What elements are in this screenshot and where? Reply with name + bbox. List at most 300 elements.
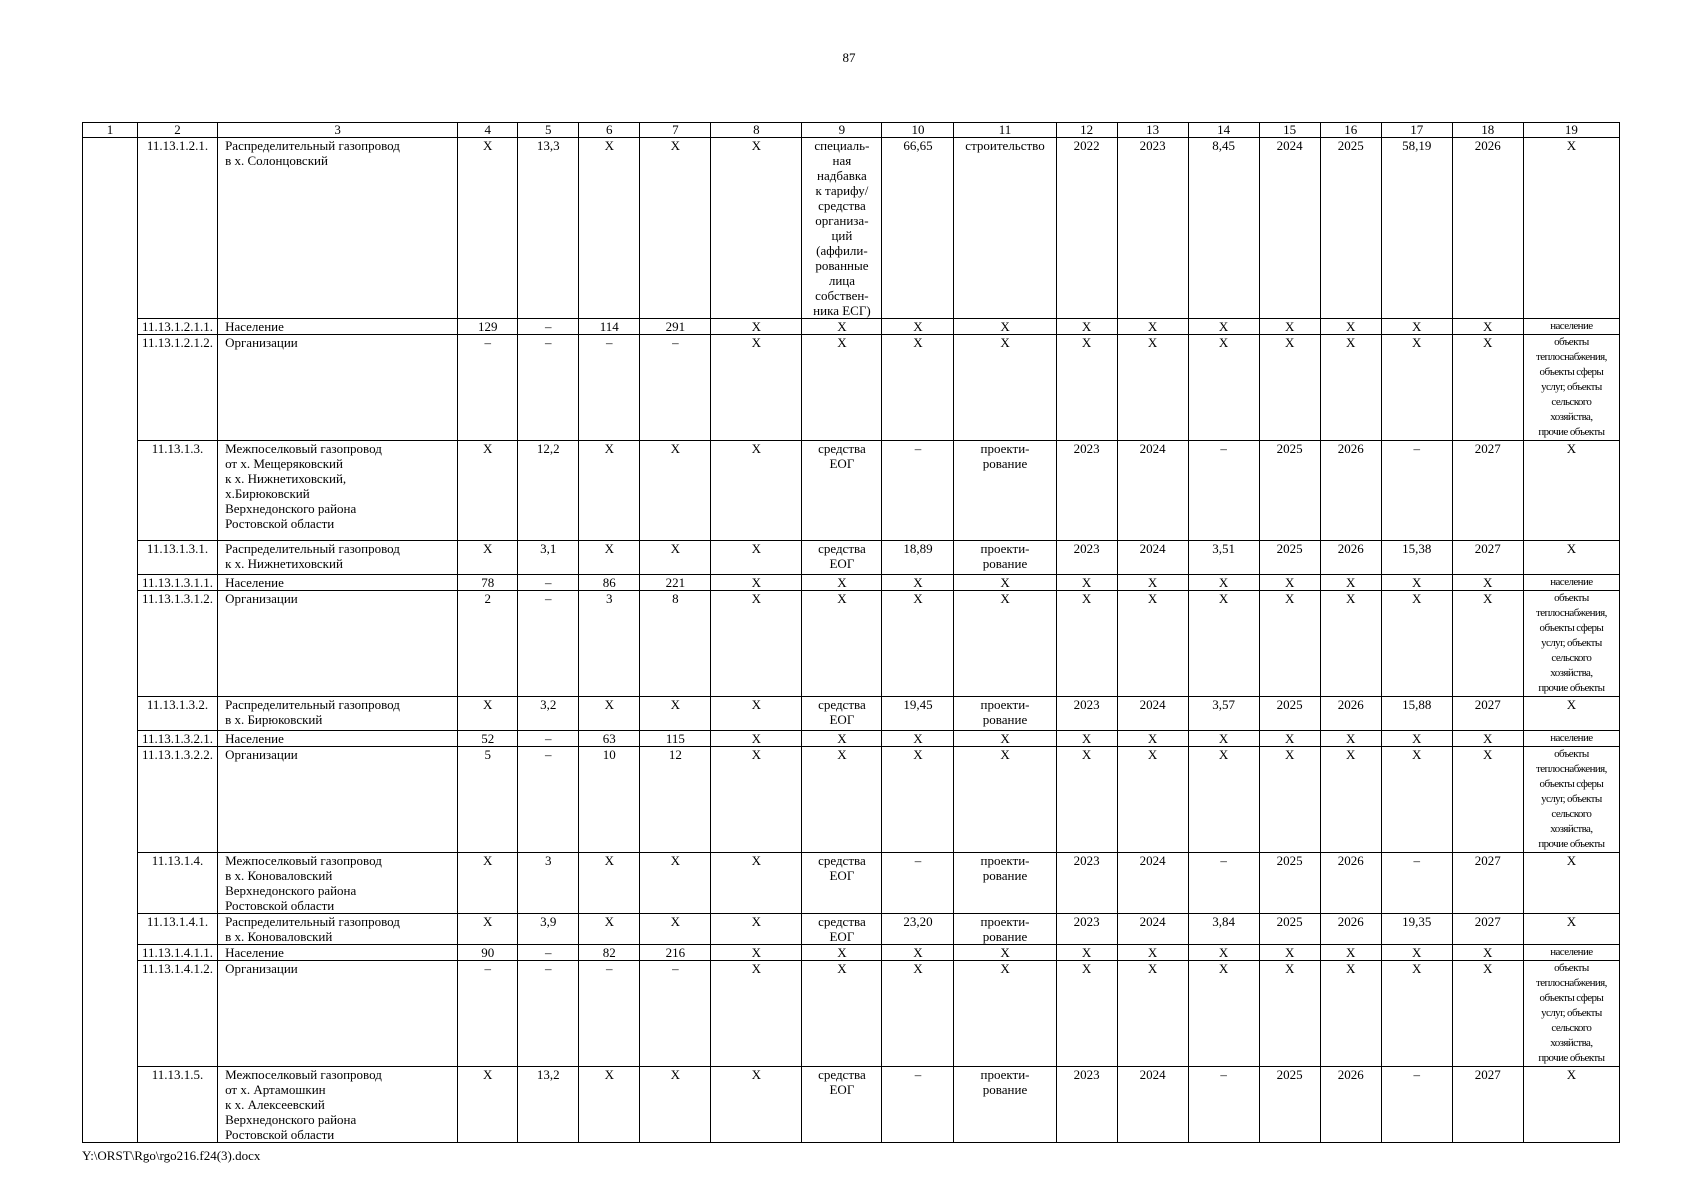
- cell-c15: Х: [1259, 575, 1320, 591]
- cell-c15: Х: [1259, 319, 1320, 335]
- cell-c7: 221: [640, 575, 711, 591]
- header-row: [83, 123, 1620, 138]
- cell-c9: средства ЕОГ: [802, 697, 882, 731]
- cell-c17: Х: [1381, 319, 1452, 335]
- column-number-1: 1: [83, 123, 138, 138]
- cell-c5: –: [518, 731, 579, 747]
- cell-c11: Х: [954, 319, 1056, 335]
- cell-c6: 10: [579, 747, 640, 853]
- cell-c17: 58,19: [1381, 138, 1452, 319]
- cell-c4: 2: [458, 591, 518, 697]
- cell-c12: Х: [1056, 945, 1117, 961]
- cell-c5: –: [518, 335, 579, 441]
- cell-c11: Х: [954, 747, 1056, 853]
- cell-c13: Х: [1117, 945, 1188, 961]
- column-number-3: 3: [218, 123, 458, 138]
- cell-c12: 2023: [1056, 541, 1117, 575]
- cell-c5: –: [518, 961, 579, 1067]
- cell-c6: 114: [579, 319, 640, 335]
- cell-c15: 2025: [1259, 441, 1320, 541]
- cell-c4: 129: [458, 319, 518, 335]
- cell-c12: Х: [1056, 335, 1117, 441]
- cell-c8: Х: [711, 914, 802, 945]
- cell-c10: –: [882, 1067, 954, 1143]
- cell-c7: –: [640, 335, 711, 441]
- cell-c7: Х: [640, 853, 711, 914]
- cell-c18: Х: [1452, 961, 1523, 1067]
- cell-c13: 2024: [1117, 541, 1188, 575]
- cell-c13: 2024: [1117, 914, 1188, 945]
- cell-c9: Х: [802, 575, 882, 591]
- data-table: [82, 122, 1620, 1143]
- cell-code: 11.13.1.3.2.: [138, 697, 218, 731]
- cell-code: 11.13.1.3.1.2.: [138, 591, 218, 697]
- cell-c19: население: [1523, 731, 1619, 747]
- cell-c7: Х: [640, 138, 711, 319]
- cell-c17: Х: [1381, 591, 1452, 697]
- cell-c12: Х: [1056, 319, 1117, 335]
- cell-c12: 2023: [1056, 853, 1117, 914]
- cell-c8: Х: [711, 575, 802, 591]
- cell-c4: 52: [458, 731, 518, 747]
- cell-c6: –: [579, 961, 640, 1067]
- cell-c19: объекты теплоснабжения, объекты сферы услуг, объекты сельского хозяйства, прочие объекты: [1523, 335, 1619, 441]
- cell-c19: население: [1523, 575, 1619, 591]
- cell-c14: Х: [1188, 961, 1259, 1067]
- cell-c7: Х: [640, 541, 711, 575]
- cell-c8: Х: [711, 1067, 802, 1143]
- cell-code: 11.13.1.2.1.2.: [138, 335, 218, 441]
- table-row: [83, 1067, 1620, 1143]
- cell-c4: Х: [458, 853, 518, 914]
- cell-c16: Х: [1320, 319, 1381, 335]
- cell-c9: специаль- ная надбавка к тарифу/ средства организа- ций (аффили- рованные лица собствен- ника ЕСГ): [802, 138, 882, 319]
- cell-c17: Х: [1381, 961, 1452, 1067]
- cell-c7: Х: [640, 914, 711, 945]
- cell-c14: Х: [1188, 335, 1259, 441]
- cell-c7: –: [640, 961, 711, 1067]
- cell-name: Население: [218, 731, 458, 747]
- cell-c18: Х: [1452, 591, 1523, 697]
- cell-code: 11.13.1.3.1.1.: [138, 575, 218, 591]
- table-row: [83, 747, 1620, 853]
- cell-code: 11.13.1.4.1.1.: [138, 945, 218, 961]
- table-row: [83, 575, 1620, 591]
- column-number-15: 15: [1259, 123, 1320, 138]
- cell-c18: Х: [1452, 575, 1523, 591]
- cell-c6: Х: [579, 914, 640, 945]
- cell-c7: Х: [640, 697, 711, 731]
- cell-c13: Х: [1117, 319, 1188, 335]
- cell-c11: Х: [954, 945, 1056, 961]
- cell-c5: –: [518, 575, 579, 591]
- cell-c16: Х: [1320, 575, 1381, 591]
- cell-c8: Х: [711, 335, 802, 441]
- cell-c6: Х: [579, 441, 640, 541]
- cell-name: Распределительный газопровод в х. Коноваловский: [218, 914, 458, 945]
- cell-name: Население: [218, 945, 458, 961]
- cell-c7: 115: [640, 731, 711, 747]
- cell-c9: Х: [802, 319, 882, 335]
- page-number: 87: [842, 50, 856, 65]
- cell-c10: Х: [882, 731, 954, 747]
- cell-c8: Х: [711, 591, 802, 697]
- cell-c10: 18,89: [882, 541, 954, 575]
- column-number-16: 16: [1320, 123, 1381, 138]
- cell-c9: средства ЕОГ: [802, 914, 882, 945]
- cell-c10: 19,45: [882, 697, 954, 731]
- cell-c18: 2027: [1452, 1067, 1523, 1143]
- cell-c15: Х: [1259, 731, 1320, 747]
- cell-c15: Х: [1259, 335, 1320, 441]
- cell-c14: Х: [1188, 747, 1259, 853]
- cell-c18: 2026: [1452, 138, 1523, 319]
- cell-c8: Х: [711, 961, 802, 1067]
- cell-c15: 2025: [1259, 914, 1320, 945]
- cell-name: Межпоселковый газопровод от х. Артамошкин к х. Алексеевский Верхнедонского района Ростовской области: [218, 1067, 458, 1143]
- cell-c16: Х: [1320, 961, 1381, 1067]
- cell-c18: Х: [1452, 335, 1523, 441]
- cell-name: Население: [218, 319, 458, 335]
- column-number-19: 19: [1523, 123, 1619, 138]
- cell-c12: Х: [1056, 575, 1117, 591]
- cell-c15: Х: [1259, 747, 1320, 853]
- cell-code: 11.13.1.2.1.1.: [138, 319, 218, 335]
- cell-c8: Х: [711, 853, 802, 914]
- cell-name: Межпоселковый газопровод в х. Коноваловский Верхнедонского района Ростовской области: [218, 853, 458, 914]
- cell-c11: Х: [954, 961, 1056, 1067]
- cell-c10: Х: [882, 961, 954, 1067]
- cell-c13: 2023: [1117, 138, 1188, 319]
- cell-c13: 2024: [1117, 441, 1188, 541]
- cell-c8: Х: [711, 747, 802, 853]
- cell-c6: 82: [579, 945, 640, 961]
- cell-c14: 8,45: [1188, 138, 1259, 319]
- cell-c16: Х: [1320, 945, 1381, 961]
- cell-c5: –: [518, 591, 579, 697]
- cell-c8: Х: [711, 541, 802, 575]
- cell-c12: Х: [1056, 747, 1117, 853]
- cell-c14: 3,51: [1188, 541, 1259, 575]
- cell-c8: Х: [711, 945, 802, 961]
- cell-c8: Х: [711, 319, 802, 335]
- cell-c7: 216: [640, 945, 711, 961]
- cell-c19: Х: [1523, 138, 1619, 319]
- cell-c17: –: [1381, 1067, 1452, 1143]
- cell-c18: 2027: [1452, 541, 1523, 575]
- cell-code: 11.13.1.4.1.: [138, 914, 218, 945]
- cell-c10: 23,20: [882, 914, 954, 945]
- cell-name: Население: [218, 575, 458, 591]
- cell-c11: проекти- рование: [954, 697, 1056, 731]
- cell-c15: 2024: [1259, 138, 1320, 319]
- cell-c19: население: [1523, 945, 1619, 961]
- cell-c13: Х: [1117, 747, 1188, 853]
- cell-c10: Х: [882, 945, 954, 961]
- cell-c16: 2026: [1320, 441, 1381, 541]
- cell-c19: Х: [1523, 441, 1619, 541]
- cell-code: 11.13.1.2.1.: [138, 138, 218, 319]
- cell-code: 11.13.1.3.: [138, 441, 218, 541]
- cell-c12: 2023: [1056, 697, 1117, 731]
- cell-c11: строительство: [954, 138, 1056, 319]
- cell-c9: средства ЕОГ: [802, 853, 882, 914]
- cell-c6: Х: [579, 697, 640, 731]
- cell-c11: проекти- рование: [954, 441, 1056, 541]
- cell-c8: Х: [711, 697, 802, 731]
- column-number-17: 17: [1381, 123, 1452, 138]
- cell-c5: 13,2: [518, 1067, 579, 1143]
- cell-c12: 2023: [1056, 914, 1117, 945]
- column-number-14: 14: [1188, 123, 1259, 138]
- cell-c10: Х: [882, 575, 954, 591]
- cell-c19: население: [1523, 319, 1619, 335]
- cell-c14: Х: [1188, 731, 1259, 747]
- cell-c10: –: [882, 853, 954, 914]
- cell-c10: Х: [882, 335, 954, 441]
- cell-c5: 3,9: [518, 914, 579, 945]
- cell-c18: Х: [1452, 747, 1523, 853]
- cell-c6: Х: [579, 853, 640, 914]
- cell-c9: Х: [802, 747, 882, 853]
- table-row: [83, 853, 1620, 914]
- cell-name: Распределительный газопровод в х. Солонцовский: [218, 138, 458, 319]
- cell-c11: Х: [954, 731, 1056, 747]
- cell-c17: –: [1381, 441, 1452, 541]
- cell-c12: 2023: [1056, 1067, 1117, 1143]
- cell-name: Межпоселковый газопровод от х. Мещеряковский к х. Нижнетиховский, х.Бирюковский Верхнедонского района Ростовской области: [218, 441, 458, 541]
- table-row: [83, 335, 1620, 441]
- cell-c9: Х: [802, 335, 882, 441]
- cell-c5: –: [518, 319, 579, 335]
- cell-c8: Х: [711, 138, 802, 319]
- cell-c15: Х: [1259, 945, 1320, 961]
- footer-file-path: Y:\ORST\Rgo\rgo216.f24(3).docx: [82, 1148, 261, 1163]
- cell-c16: 2026: [1320, 541, 1381, 575]
- column-number-9: 9: [802, 123, 882, 138]
- cell-c5: 3,1: [518, 541, 579, 575]
- cell-c11: Х: [954, 335, 1056, 441]
- cell-c7: 12: [640, 747, 711, 853]
- cell-c14: –: [1188, 441, 1259, 541]
- cell-c18: Х: [1452, 731, 1523, 747]
- cell-code: 11.13.1.3.1.: [138, 541, 218, 575]
- column-number-2: 2: [138, 123, 218, 138]
- cell-c13: Х: [1117, 961, 1188, 1067]
- cell-c12: Х: [1056, 731, 1117, 747]
- cell-c6: Х: [579, 1067, 640, 1143]
- cell-c14: Х: [1188, 591, 1259, 697]
- table-row: [83, 945, 1620, 961]
- cell-c17: Х: [1381, 575, 1452, 591]
- cell-c16: 2026: [1320, 914, 1381, 945]
- cell-c5: –: [518, 945, 579, 961]
- cell-c14: –: [1188, 853, 1259, 914]
- column-number-13: 13: [1117, 123, 1188, 138]
- cell-c5: –: [518, 747, 579, 853]
- cell-c17: –: [1381, 853, 1452, 914]
- cell-c19: объекты теплоснабжения, объекты сферы услуг, объекты сельского хозяйства, прочие объекты: [1523, 591, 1619, 697]
- cell-c18: Х: [1452, 319, 1523, 335]
- cell-c12: 2023: [1056, 441, 1117, 541]
- cell-c17: Х: [1381, 945, 1452, 961]
- cell-c14: Х: [1188, 575, 1259, 591]
- column-number-18: 18: [1452, 123, 1523, 138]
- cell-c8: Х: [711, 731, 802, 747]
- cell-c14: Х: [1188, 945, 1259, 961]
- cell-c4: Х: [458, 1067, 518, 1143]
- cell-c15: 2025: [1259, 697, 1320, 731]
- cell-c6: 3: [579, 591, 640, 697]
- cell-c16: Х: [1320, 591, 1381, 697]
- cell-c16: 2026: [1320, 697, 1381, 731]
- cell-c17: 19,35: [1381, 914, 1452, 945]
- cell-c17: 15,88: [1381, 697, 1452, 731]
- cell-c13: Х: [1117, 731, 1188, 747]
- cell-c9: средства ЕОГ: [802, 1067, 882, 1143]
- cell-c7: Х: [640, 1067, 711, 1143]
- cell-c7: 8: [640, 591, 711, 697]
- cell-c19: Х: [1523, 697, 1619, 731]
- cell-c13: 2024: [1117, 1067, 1188, 1143]
- cell-c16: 2026: [1320, 1067, 1381, 1143]
- table-row: [83, 441, 1620, 541]
- cell-c19: объекты теплоснабжения, объекты сферы услуг, объекты сельского хозяйства, прочие объекты: [1523, 961, 1619, 1067]
- cell-c6: Х: [579, 541, 640, 575]
- cell-c8: Х: [711, 441, 802, 541]
- table-row: [83, 731, 1620, 747]
- cell-c14: Х: [1188, 319, 1259, 335]
- cell-c13: 2024: [1117, 853, 1188, 914]
- column-number-5: 5: [518, 123, 579, 138]
- cell-c10: Х: [882, 747, 954, 853]
- cell-c4: Х: [458, 541, 518, 575]
- cell-c16: Х: [1320, 731, 1381, 747]
- cell-c9: средства ЕОГ: [802, 541, 882, 575]
- column-number-4: 4: [458, 123, 518, 138]
- cell-c11: проекти- рование: [954, 541, 1056, 575]
- cell-c9: Х: [802, 591, 882, 697]
- cell-c14: 3,84: [1188, 914, 1259, 945]
- cell-c10: 66,65: [882, 138, 954, 319]
- column-number-6: 6: [579, 123, 640, 138]
- cell-c4: Х: [458, 138, 518, 319]
- cell-c10: –: [882, 441, 954, 541]
- cell-c18: 2027: [1452, 697, 1523, 731]
- table-row: [83, 138, 1620, 319]
- cell-c9: Х: [802, 961, 882, 1067]
- cell-c6: –: [579, 335, 640, 441]
- column-number-8: 8: [711, 123, 802, 138]
- cell-c15: Х: [1259, 591, 1320, 697]
- cell-c6: Х: [579, 138, 640, 319]
- cell-c9: Х: [802, 731, 882, 747]
- cell-name: Организации: [218, 335, 458, 441]
- cell-c12: 2022: [1056, 138, 1117, 319]
- cell-c19: Х: [1523, 1067, 1619, 1143]
- cell-c7: Х: [640, 441, 711, 541]
- cell-c14: –: [1188, 1067, 1259, 1143]
- cell-name: Распределительный газопровод в х. Бирюковский: [218, 697, 458, 731]
- cell-c15: 2025: [1259, 541, 1320, 575]
- cell-c17: Х: [1381, 747, 1452, 853]
- cell-c11: проекти- рование: [954, 914, 1056, 945]
- cell-code: 11.13.1.4.: [138, 853, 218, 914]
- cell-name: Организации: [218, 591, 458, 697]
- cell-c10: Х: [882, 319, 954, 335]
- cell-c19: Х: [1523, 853, 1619, 914]
- cell-c11: проекти- рование: [954, 1067, 1056, 1143]
- cell-c12: Х: [1056, 591, 1117, 697]
- cell-c4: 90: [458, 945, 518, 961]
- cell-c4: –: [458, 961, 518, 1067]
- cell-c4: 5: [458, 747, 518, 853]
- cell-c4: 78: [458, 575, 518, 591]
- cell-c11: проекти- рование: [954, 853, 1056, 914]
- cell-c12: Х: [1056, 961, 1117, 1067]
- cell-c13: Х: [1117, 591, 1188, 697]
- cell-c17: Х: [1381, 731, 1452, 747]
- cell-c15: 2025: [1259, 1067, 1320, 1143]
- cell-c13: Х: [1117, 335, 1188, 441]
- cell-c16: Х: [1320, 335, 1381, 441]
- cell-c19: объекты теплоснабжения, объекты сферы услуг, объекты сельского хозяйства, прочие объекты: [1523, 747, 1619, 853]
- cell-c9: средства ЕОГ: [802, 441, 882, 541]
- cell-c5: 12,2: [518, 441, 579, 541]
- cell-c5: 3: [518, 853, 579, 914]
- table-row: [83, 541, 1620, 575]
- cell-c13: Х: [1117, 575, 1188, 591]
- cell-c18: 2027: [1452, 441, 1523, 541]
- cell-c5: 13,3: [518, 138, 579, 319]
- cell-code: 11.13.1.3.2.2.: [138, 747, 218, 853]
- cell-c4: Х: [458, 914, 518, 945]
- cell-c14: 3,57: [1188, 697, 1259, 731]
- column-number-7: 7: [640, 123, 711, 138]
- cell-c6: 86: [579, 575, 640, 591]
- cell-c11: Х: [954, 575, 1056, 591]
- cell-c19: Х: [1523, 541, 1619, 575]
- table-row: [83, 961, 1620, 1067]
- table-row: [83, 697, 1620, 731]
- cell-c17: Х: [1381, 335, 1452, 441]
- column-number-10: 10: [882, 123, 954, 138]
- cell-c11: Х: [954, 591, 1056, 697]
- cell-c18: Х: [1452, 945, 1523, 961]
- cell-code: 11.13.1.5.: [138, 1067, 218, 1143]
- cell-name: Организации: [218, 961, 458, 1067]
- cell-c15: Х: [1259, 961, 1320, 1067]
- cell-c6: 63: [579, 731, 640, 747]
- cell-code: 11.13.1.3.2.1.: [138, 731, 218, 747]
- cell-c9: Х: [802, 945, 882, 961]
- cell-name: Распределительный газопровод к х. Нижнетиховский: [218, 541, 458, 575]
- column-1-cell: [83, 138, 138, 1143]
- cell-c18: 2027: [1452, 914, 1523, 945]
- cell-c7: 291: [640, 319, 711, 335]
- cell-c13: 2024: [1117, 697, 1188, 731]
- cell-c15: 2025: [1259, 853, 1320, 914]
- cell-c4: Х: [458, 697, 518, 731]
- cell-c17: 15,38: [1381, 541, 1452, 575]
- cell-code: 11.13.1.4.1.2.: [138, 961, 218, 1067]
- cell-c18: 2027: [1452, 853, 1523, 914]
- cell-c16: Х: [1320, 747, 1381, 853]
- cell-c10: Х: [882, 591, 954, 697]
- table-row: [83, 591, 1620, 697]
- cell-c4: –: [458, 335, 518, 441]
- cell-c16: 2025: [1320, 138, 1381, 319]
